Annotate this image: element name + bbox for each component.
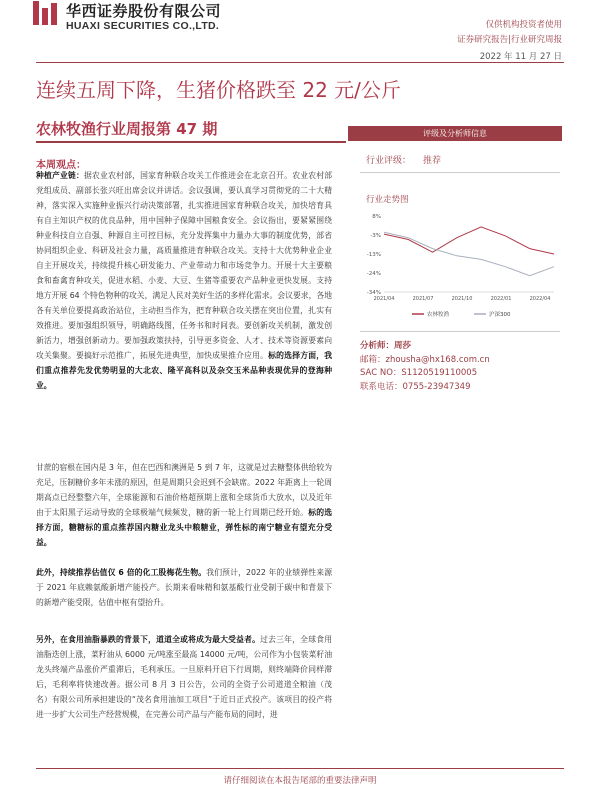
analyst-row: [360, 340, 490, 354]
company-name-cn: 华西证券股份有限公司: [66, 2, 222, 20]
analyst-name: 周莎: [394, 341, 412, 351]
paragraph-sugar: [36, 460, 332, 550]
paragraph-edible-oil: [36, 632, 332, 722]
x-tick-label: 2021/07: [412, 296, 434, 302]
trend-chart-title: 行业走势图: [366, 195, 409, 205]
report-type: 证券研究报告|行业研究周报: [457, 35, 562, 45]
y-tick-label: 8%: [372, 214, 381, 220]
report-date: 2022 年 11 月 27 日: [479, 52, 562, 62]
header-divider: [36, 62, 564, 63]
y-tick-label: -34%: [366, 290, 381, 296]
sac-row: [360, 367, 490, 381]
phone-row: [360, 381, 490, 395]
footer-divider: [36, 768, 564, 769]
paragraph-text: 甘蔗的宿根在国内是 3 年，但在巴西和澳洲是 5 到 7 年，这就是过去糖整体供给较为充足，压制糖价多年未涨的原因，但是周期只会迟到不会缺席。2022 年距离上一轮周期高点已经整整六年，全球能源和石油价格超预期上涨和全球货币大放水，以及近年由于太阳黑子运动导致的全球极端气候频发，糖的新一轮上行周期已经开始。: [36, 463, 332, 517]
paragraph-text: 我们预计，2022 年的业绩弹性来源于 2021 年底赖氨酸新增产能投产。长期来看味精和氨基酸行业受制于碳中和背景下的新增产能受限，估值中枢有望抬升。: [36, 568, 332, 607]
legend-label: 沪深300: [489, 312, 511, 318]
paragraph-lead: 另外，在食用油脂暴跌的背景下，道道全或将成为最大受益者。: [36, 635, 261, 644]
analyst-email[interactable]: zhousha@hx168.com.cn: [385, 354, 490, 365]
investor-note: 仅供机构投资者使用: [485, 20, 562, 30]
rating-value: 推荐: [423, 156, 442, 166]
paragraph-text: 过去三年，全球食用油脂迭创上涨，菜籽油从 6000 元/吨涨至最高 14000 元/吨，公司作为小包装菜籽油龙头终端产品涨价严重滞后，毛利承压。一旦原料开启下行周期，则终端降价同样滞后，毛利率将快速改善。据公司 8 月 3 日公告，公司的全资子公司道道全粮油（茂名）有限公司所承担建设的“茂名食用油加工项目”于近日正式投产。该项目的投产将进一步扩大公司生产经营规模，在完善公司产品与产能布局的同时，进: [36, 635, 332, 719]
sac-label: SAC NO：: [360, 368, 402, 379]
chart-divider: [360, 331, 560, 332]
y-tick-label: -24%: [366, 271, 381, 277]
phone-label: 联系电话：: [360, 381, 403, 392]
series-line-csi300: [384, 232, 554, 275]
rating-label: 行业评级：: [366, 156, 412, 166]
section-title: 本周观点：: [36, 160, 86, 171]
x-tick-label: 2022/04: [529, 296, 551, 302]
x-tick-label: 2022/01: [490, 296, 512, 302]
x-tick-label: 2021/04: [373, 296, 395, 302]
paragraph-lead: 此外，持续推荐估值仅 6 倍的化工股梅花生物。: [36, 568, 207, 577]
email-label: 邮箱：: [360, 354, 386, 365]
report-subtitle: 农林牧渔行业周报第 47 期: [36, 120, 218, 138]
series-line-agriculture: [384, 227, 554, 254]
paragraph-seed-industry: [36, 168, 332, 393]
company-name-en: HUAXI SECURITIES CO.,LTD.: [66, 20, 220, 32]
paragraph-text: 据农业农村部，国家育种联合攻关工作推进会在北京召开。农业农村部党组成员、副部长张兴旺出席会议并讲话。会议强调，要认真学习贯彻党的二十大精神，落实深入实施种业振兴行动决策部署，扎实推进国家育种联合攻关，加快培育具有自主知识产权的优良品种，用中国种子保障中国粮食安全。会议指出，要紧紧围绕种业科技自立自强、种源自主可控目标，充分发挥集中力量办大事的制度优势，部省协同组织企业、科研及社会力量，高质量推进育种联合攻关。支持十大优势种业企业自主开展攻关，持续提升核心研发能力、产业带动力和市场竞争力。开展十大主要粮食和畜禽育种攻关，促进水稻、小麦、大豆、生猪等重要农产品种业更快发展。支持地方开展 64 个特色物种的攻关，满足人民对美好生活的多样化需求。会议要求，各地各有关单位要提高政治站位，主动担当作为，把育种联合攻关摆在突出位置，扎实有效推进。要加强组织领导，明确路线图，任务书和时间表。要创新攻关机制，激发创新活力，增强创新动力。要加强政策扶持，引导更多资金、人才、技术等资源要素向攻关集聚。要搞好示范推广，拓展先进典型，加快成果推介应用。: [36, 171, 333, 360]
email-row: [360, 354, 490, 368]
paragraph-meihua: [36, 565, 332, 610]
analyst-phone: 0755-23947349: [402, 381, 471, 392]
legal-disclaimer-link[interactable]: 请仔细阅读在本报告尾部的重要法律声明: [223, 776, 377, 786]
huaxi-logo-icon: [33, 1, 59, 25]
legend-label: 农林牧渔: [427, 312, 450, 318]
x-tick-label: 2021/10: [451, 296, 473, 302]
sac-number: S1120519110005: [401, 368, 478, 379]
industry-trend-chart: [360, 208, 562, 326]
rating-divider: [360, 172, 560, 173]
report-title: 连续五周下降，生猪价格跌至 22 元/公斤: [36, 78, 401, 102]
y-tick-label: -13%: [366, 252, 381, 258]
rating-panel-header: 评级及分析师信息: [348, 126, 562, 141]
industry-rating: [366, 153, 441, 166]
analyst-info: [360, 340, 490, 394]
paragraph-highlight: 标的选择方面，我们重点推荐先发优势明显的大北农、隆平高科以及杂交玉米品种表现优异的登海种业。: [36, 351, 333, 390]
paragraph-highlight: 标的选择方面，糖糖标的重点推荐国内糖业龙头中粮糖业，弹性标的南宁糖业有望充分受益。: [36, 508, 333, 547]
subtitle-divider: [36, 141, 346, 143]
paragraph-lead: 种植产业链：: [36, 171, 85, 180]
y-tick-label: -3%: [370, 233, 381, 239]
analyst-label: 分析师：: [360, 341, 395, 351]
